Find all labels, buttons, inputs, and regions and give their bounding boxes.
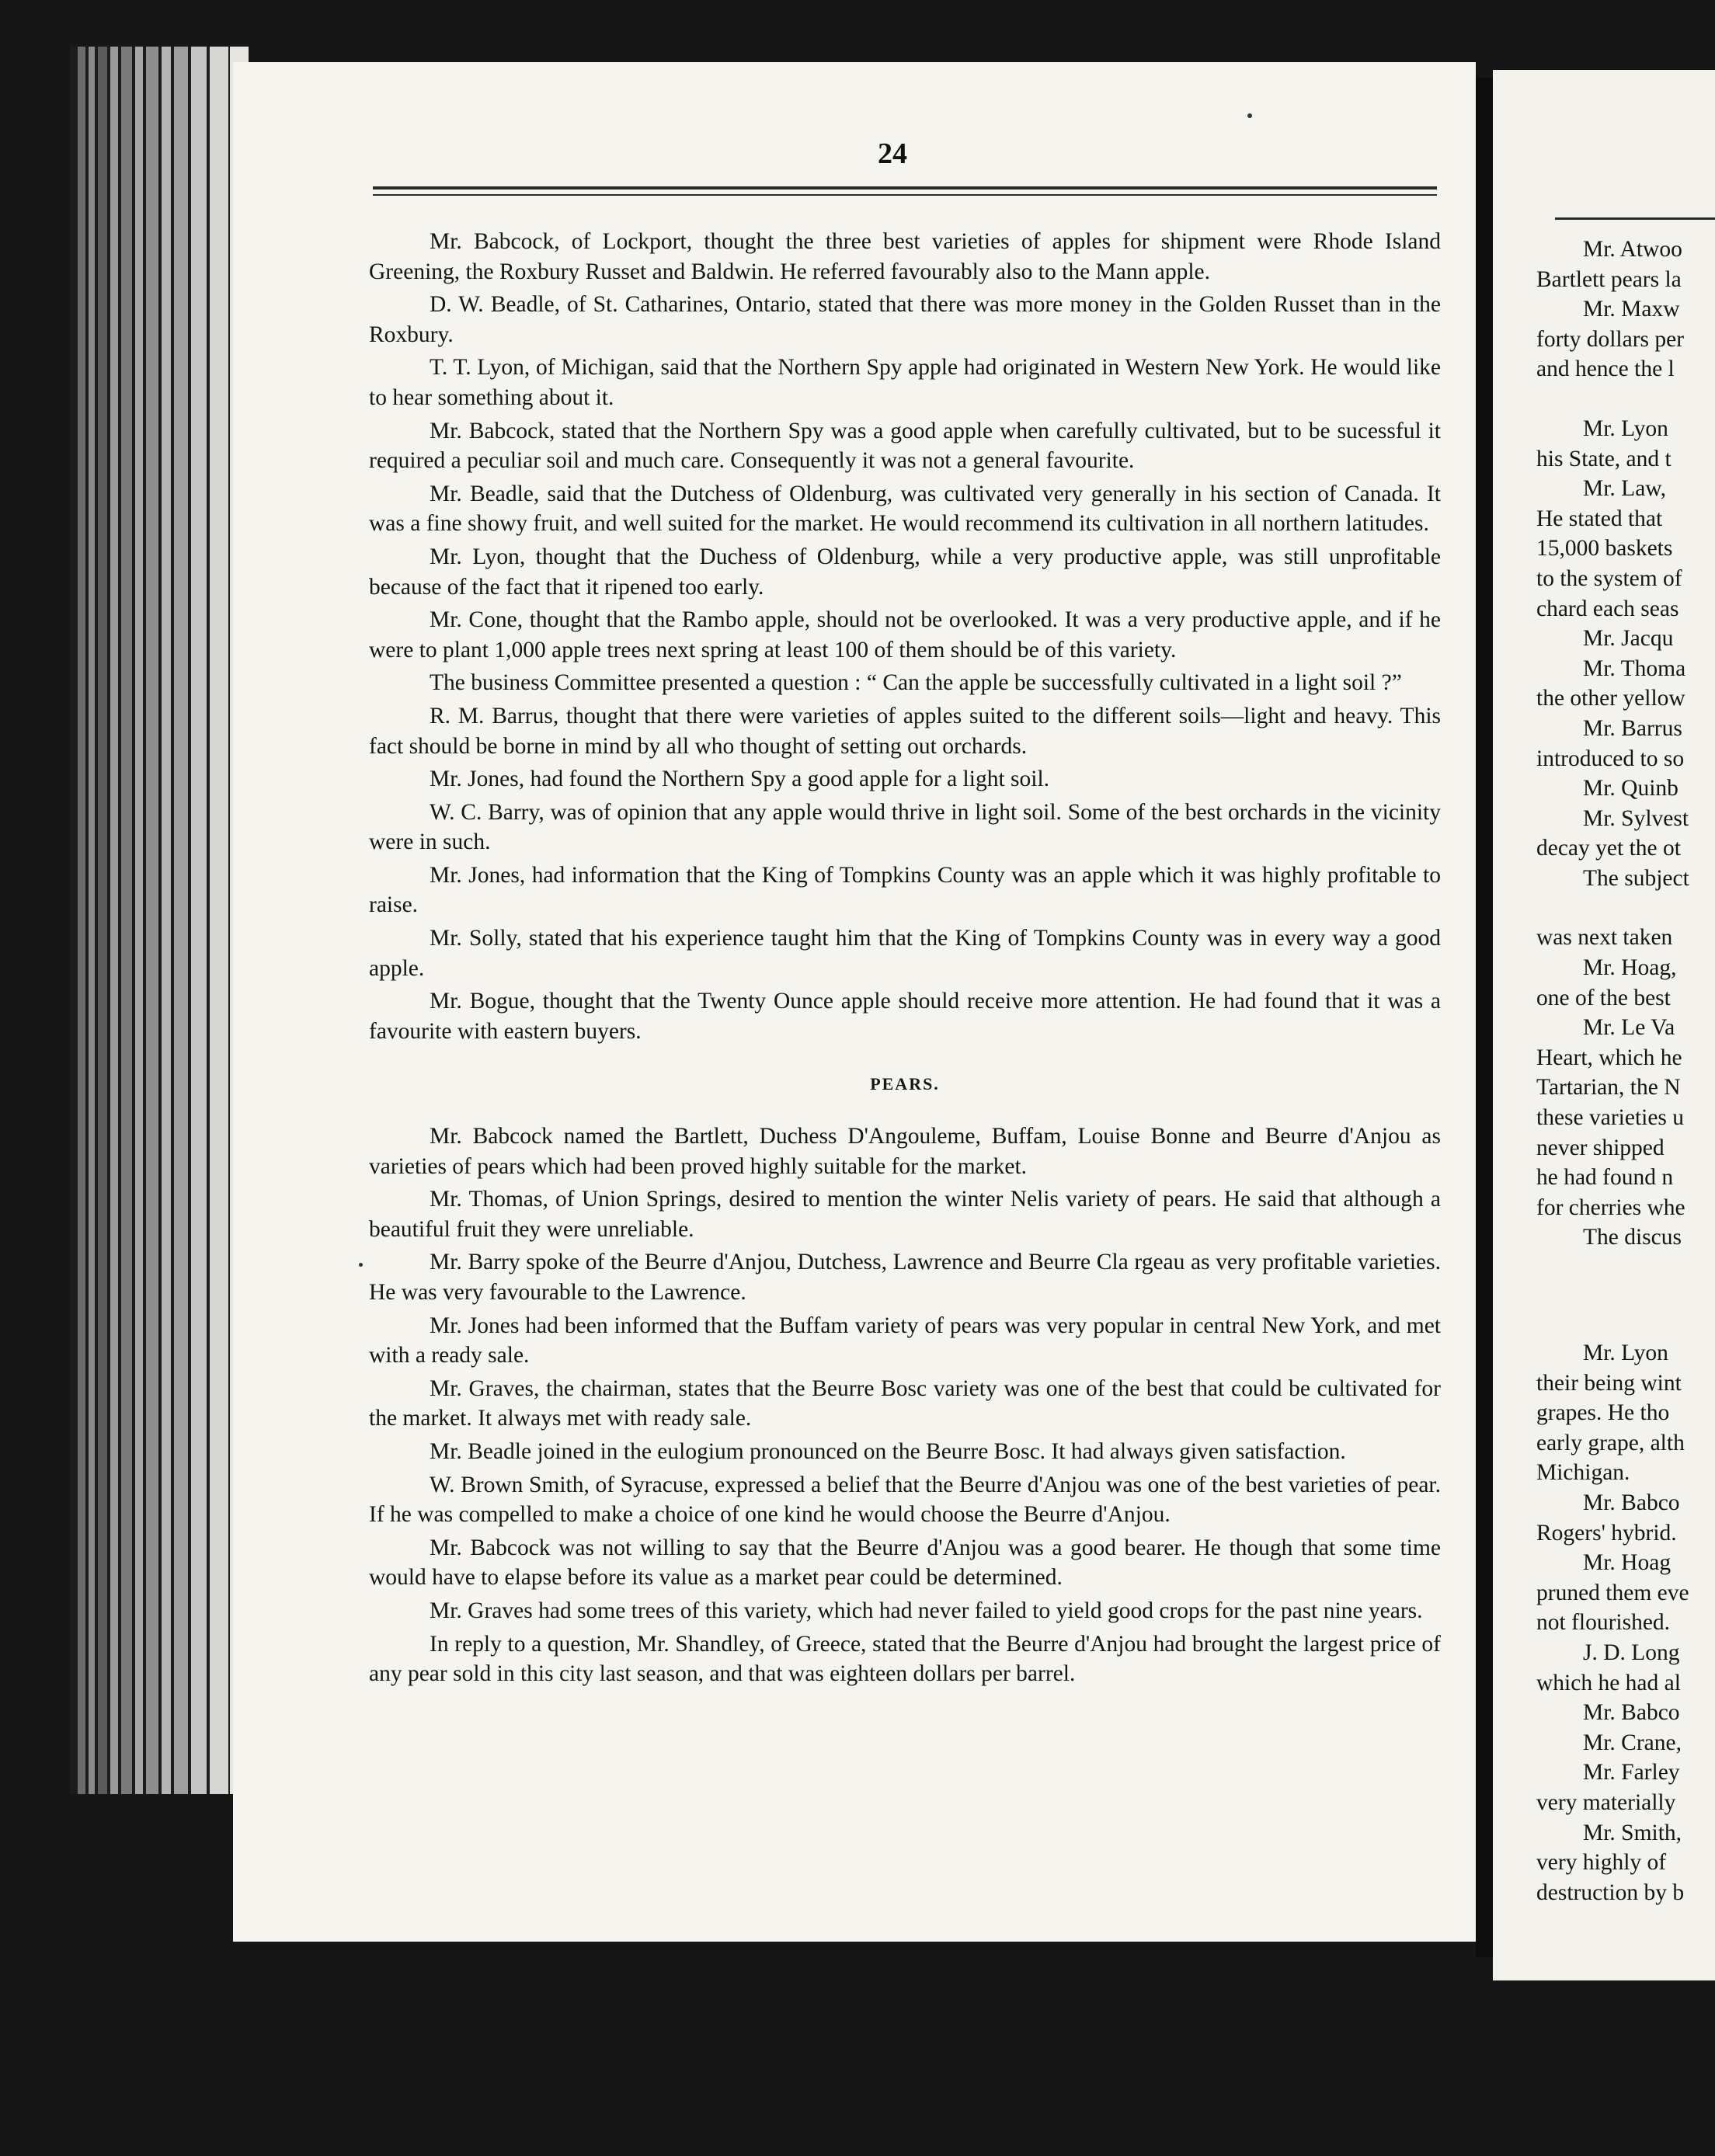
paragraph: In reply to a question, Mr. Shandley, of Greece, stated that the Beurre d'Anjou had brought the largest price of any pear sold in this city last season, and that was eighteen dollars per barrel. [369,1631,1441,1687]
text-line: Tartarian, the N [1536,1075,1681,1101]
page-number: 24 [878,137,907,170]
text-line: J. D. Long [1583,1640,1680,1665]
text-line: early grape, alth [1536,1430,1685,1455]
book-page-edges [70,47,249,1794]
text-line: for cherries whe [1536,1194,1685,1220]
text-line: Mr. Lyon [1583,1341,1668,1365]
text-line: never shipped [1536,1135,1665,1160]
text-line: Mr. Quinb [1583,776,1678,802]
paragraph: Mr. Thomas, of Union Springs, desired to mention the winter Nelis variety of pears. He said that although a beautiful fruit they were unreliable. [369,1187,1441,1242]
text-line: Mr. Hoag [1583,1550,1672,1576]
paragraph: Mr. Jones, had found the Northern Spy a good apple for a light soil. [430,767,1050,792]
paragraph: The business Committee presented a question : “ Can the apple be successfully cultivated in a light soil ?” [430,670,1402,696]
page-body [369,227,1441,1692]
paragraph: Mr. Lyon, thought that the Duchess of Oldenburg, while a very productive apple, was still unprofitable because of the fact that it ripened too early. [369,544,1441,600]
section-heading-pears: PEARS. [870,1074,940,1094]
text-line: he had found n [1536,1165,1674,1191]
ink-speck [1247,113,1252,118]
text-line: He stated that [1536,506,1663,531]
text-line: very highly of [1536,1850,1667,1876]
text-line: Mr. Babco [1583,1490,1680,1515]
book-gutter [1476,78,1493,1957]
text-line: pruned them eve [1536,1580,1689,1605]
text-line: Mr. Crane, [1583,1730,1682,1755]
paragraph: D. W. Beadle, of St. Catharines, Ontario, stated that there was more money in the Golden Russet than in the Roxbury. [369,292,1441,347]
paragraph: R. M. Barrus, thought that there were varieties of apples suited to the different soils—light and heavy. This fact should be borne in mind by all who thought of setting out orchards. [369,703,1441,759]
paragraph: Mr. Barry spoke of the Beurre d'Anjou, Dutchess, Lawrence and Beurre Cla rgeau as very profitable varieties. He was very favourable to the Lawrence. [369,1250,1441,1305]
text-line: Bartlett pears la [1536,266,1682,292]
text-line: destruction by b [1536,1880,1685,1905]
paragraph: T. T. Lyon, of Michigan, said that the Northern Spy apple had originated in Western New York. He would like to hear something about it. [369,355,1441,410]
text-line: Mr. Sylvest [1583,805,1689,831]
text-line: Mr. Babco [1583,1700,1680,1726]
text-line: Mr. Thoma [1583,655,1686,681]
text-line: their being wint [1536,1370,1682,1396]
paragraph: Mr. Solly, stated that his experience taught him that the King of Tompkins County was in every way a good apple. [369,926,1441,981]
text-line: one of the best [1536,985,1671,1010]
text-line: grapes. He tho [1536,1400,1670,1426]
text-line: to the system of [1536,565,1682,591]
text-line: his State, and t [1536,446,1672,471]
paragraph: W. Brown Smith, of Syracuse, expressed a belief that the Beurre d'Anjou was one of the best varieties of pear. If he was compelled to make a choice of one kind he would choose the Beurre d'Anjou. [369,1472,1441,1528]
text-line: 15,000 baskets [1536,536,1673,562]
paragraph: Mr. Jones, had information that the King of Tompkins County was an apple which it was highly profitable to raise. [369,862,1441,918]
text-line: Mr. Jacqu [1583,626,1674,652]
paragraph: Mr. Bogue, thought that the Twenty Ounce apple should receive more attention. He had found that it was a favourite with eastern buyers. [369,989,1441,1044]
book-page-right [1493,70,1715,1980]
text-line: Mr. Lyon [1583,416,1668,441]
paragraph: Mr. Cone, thought that the Rambo apple, should not be overlooked. It was a very productive apple, and if he were to plant 1,000 apple trees next spring at least 100 of them should be of this variety. [369,607,1441,662]
header-rule-bottom [373,194,1437,196]
text-line: the other yellow [1536,686,1685,711]
text-line: Mr. Law, [1583,476,1667,502]
text-line: Mr. Le Va [1583,1015,1675,1041]
right-header-rule [1555,217,1715,220]
paragraph: Mr. Babcock, stated that the Northern Spy was a good apple when carefully cultivated, but to be sucessful it required a peculiar soil and much care. Consequently it was not a general favourite. [369,418,1441,474]
paragraph: Mr. Graves, the chairman, states that the Beurre Bosc variety was one of the best that could be cultivated for the market. It always met with ready sale. [369,1375,1441,1431]
paragraph: Mr. Beadle joined in the eulogium pronounced on the Beurre Bosc. It had always given satisfaction. [430,1438,1346,1464]
text-line: these varieties u [1536,1105,1685,1131]
text-line: Heart, which he [1536,1045,1682,1070]
paragraph: Mr. Babcock was not willing to say that the Beurre d'Anjou was a good bearer. He though that some time would have to elapse before its value as a market pear could be determined. [369,1535,1441,1591]
paragraph: Mr. Babcock, of Lockport, thought the three best varieties of apples for shipment were Rhode Island Greening, the Roxbury Russet and Baldwin. He referred favourably also to the Mann apple. [369,229,1441,284]
paragraph: Mr. Babcock named the Bartlett, Duchess D'Angouleme, Buffam, Louise Bonne and Beurre d'Anjou as varieties of pears which had been proved highly suitable for the market. [369,1124,1441,1179]
text-line: forty dollars per [1536,326,1685,352]
text-line: Mr. Smith, [1583,1820,1682,1845]
header-rule-top [373,186,1437,190]
text-line: which he had al [1536,1670,1681,1695]
ink-speck [359,1263,363,1267]
text-line: Mr. Atwoo [1583,237,1682,262]
text-line: decay yet the ot [1536,836,1681,861]
text-line: Michigan. [1536,1460,1630,1486]
paragraph: Mr. Beadle, said that the Dutchess of Oldenburg, was cultivated very generally in his section of Canada. It was a fine showy fruit, and well suited for the market. He would recommend its cultivation in all northern latitudes. [369,481,1441,537]
paragraph: Mr. Graves had some trees of this variety, which had never failed to yield good crops for the past nine years. [430,1598,1423,1623]
right-page-text [1536,235,1715,1907]
text-line: Mr. Hoag, [1583,955,1677,981]
paragraph: Mr. Jones had been informed that the Buffam variety of pears was very popular in central New York, and met with a ready sale. [369,1313,1441,1368]
text-line: Mr. Farley [1583,1760,1680,1786]
text-line: not flourished. [1536,1610,1671,1636]
text-line: Mr. Barrus [1583,715,1682,741]
paragraph: W. C. Barry, was of opinion that any apple would thrive in light soil. Some of the best orchards in the vicinity were in such. [369,799,1441,855]
text-line: Rogers' hybrid. [1536,1520,1677,1546]
text-line: chard each seas [1536,596,1679,621]
text-line: The subject [1583,865,1689,891]
text-line: was next taken [1536,925,1673,951]
text-line: introduced to so [1536,746,1685,771]
text-line: Mr. Maxw [1583,297,1680,322]
text-line: very materially [1536,1789,1676,1815]
text-line: The discus [1583,1225,1682,1250]
text-line: and hence the l [1536,356,1675,382]
